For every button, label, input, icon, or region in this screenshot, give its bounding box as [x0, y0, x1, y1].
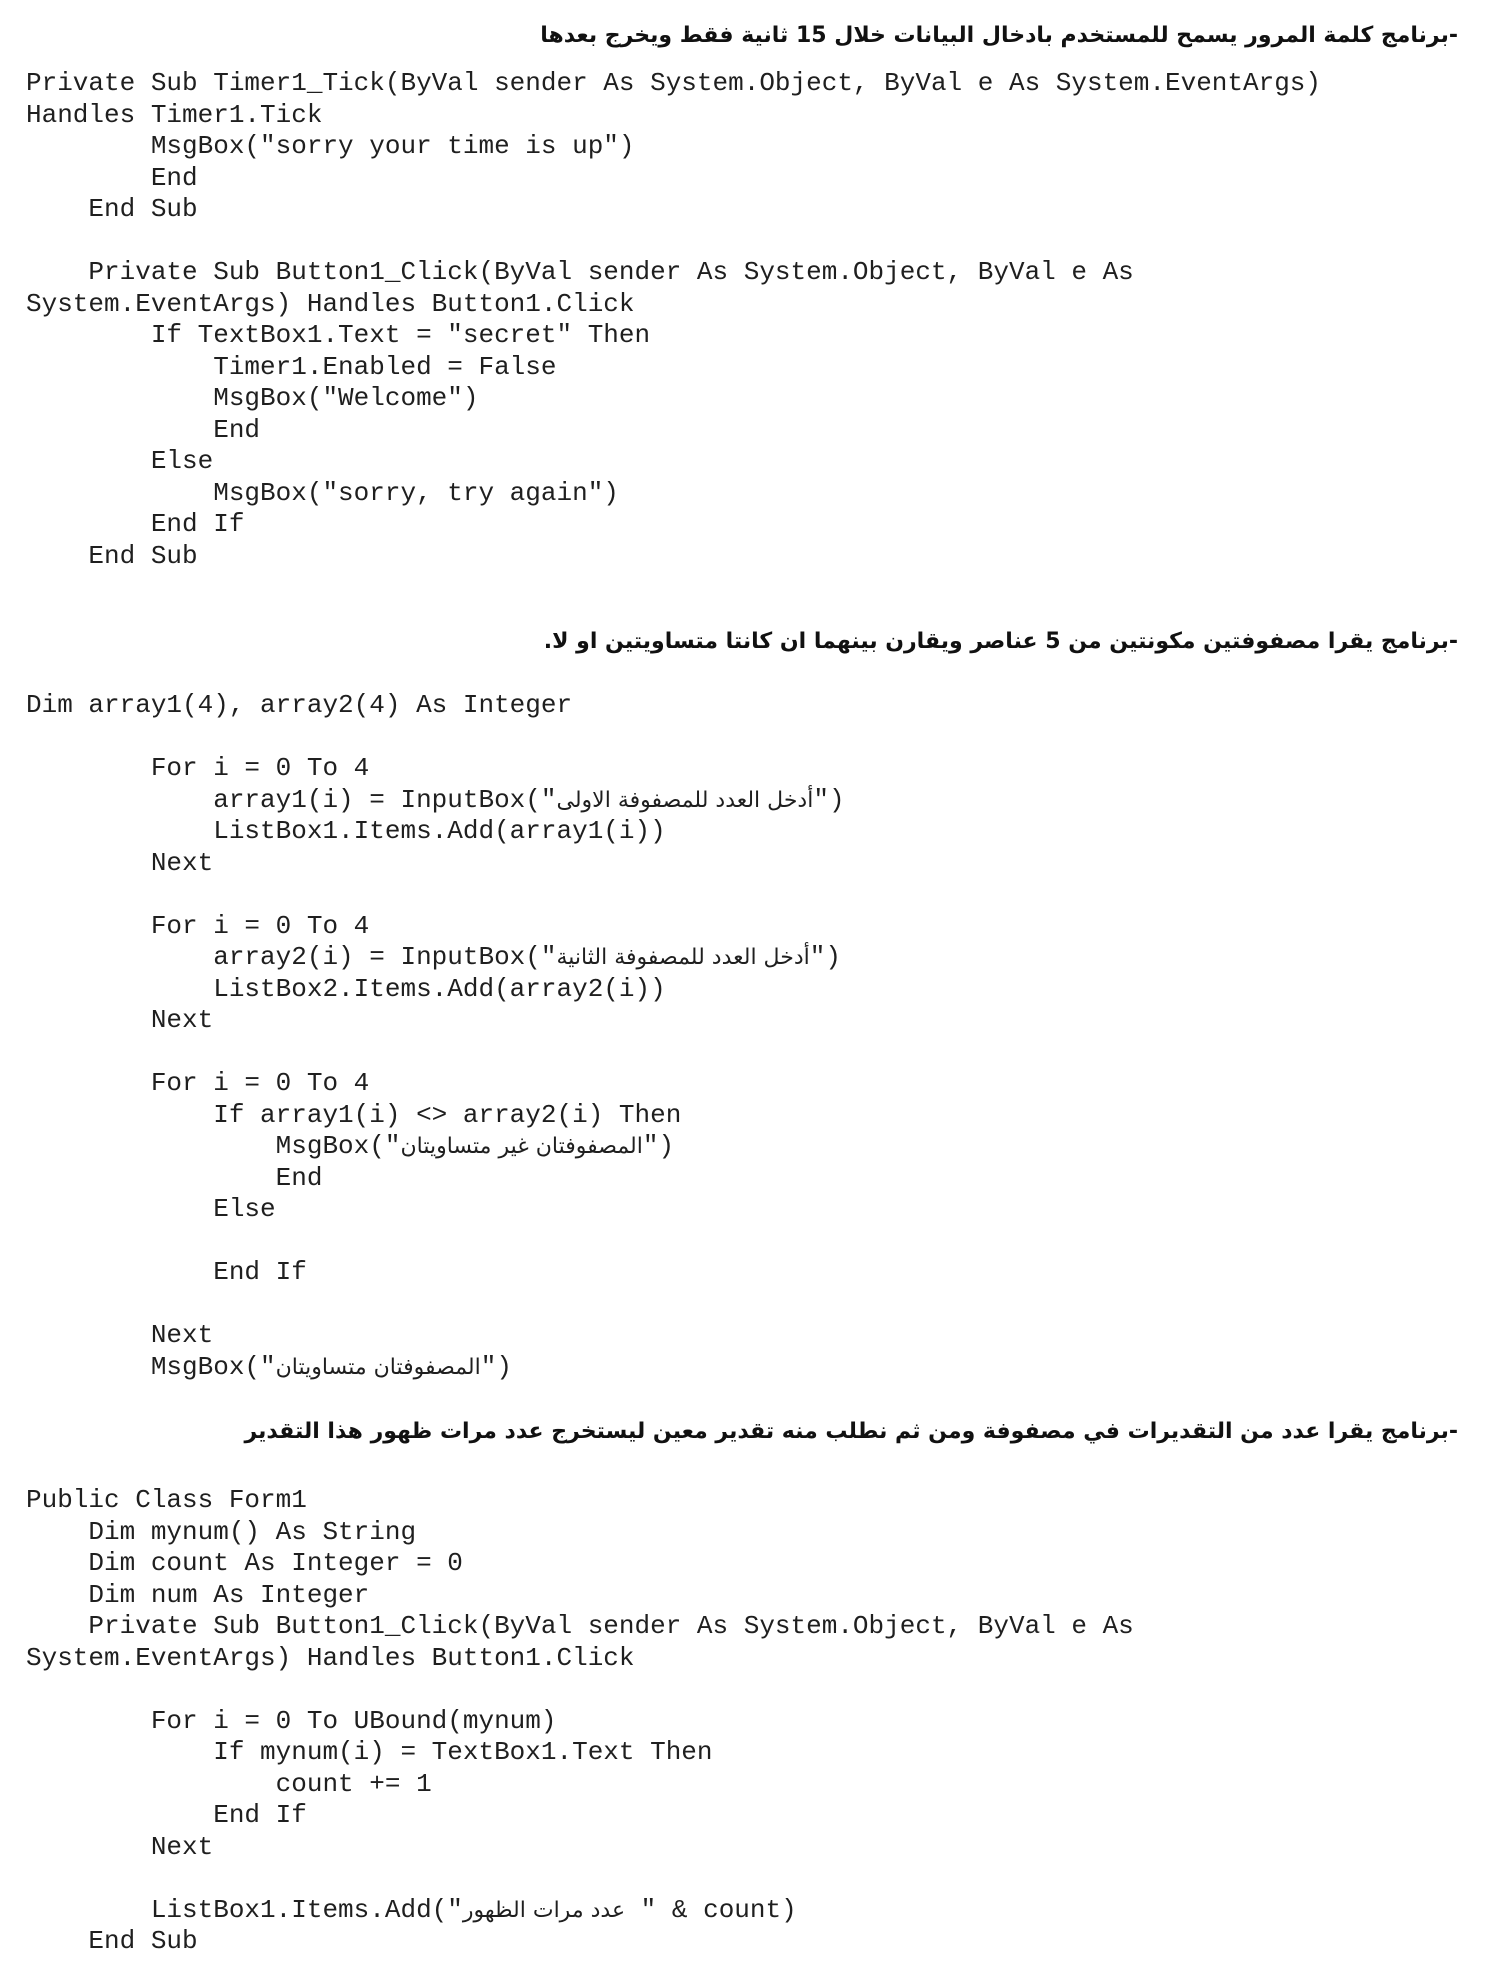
code-line: Next: [26, 847, 214, 878]
code-line: Dim array1(4), array2(4) As Integer: [26, 690, 573, 720]
code-line: For i = 0 To 4: [26, 753, 370, 783]
section-3-code: [26, 1485, 1466, 1958]
code-line: [26, 879, 1466, 911]
code-line: End If: [26, 1800, 307, 1830]
code-line: Next: [26, 1005, 214, 1035]
code-line: End: [26, 162, 198, 193]
code-line: ListBox1.Items.Add("عدد مرات الظهور " & count): [26, 1894, 797, 1925]
section-1-heading: -برنامج كلمة المرور يسمح للمستخدم بادخال البيانات خلال 15 ثانية فقط ويخرج بعدها: [540, 23, 1458, 48]
code-line: MsgBox("Welcome"): [26, 383, 479, 413]
code-line: End: [26, 414, 261, 445]
code-line: For i = 0 To 4: [26, 1068, 370, 1098]
code-line: [26, 226, 1466, 258]
code-line: Dim num As Integer: [26, 1579, 370, 1610]
code-line: [26, 1289, 1466, 1321]
code-line: Public Class Form1: [26, 1485, 307, 1515]
code-line: Else: [26, 1194, 276, 1224]
code-line: [26, 1037, 1466, 1069]
code-line: End If: [26, 509, 245, 539]
code-line: [26, 1674, 1466, 1706]
code-line: For i = 0 To 4: [26, 910, 370, 941]
code-line: End Sub: [26, 194, 198, 224]
code-line: ListBox2.Items.Add(array2(i)): [26, 973, 666, 1004]
code-line: MsgBox("المصفوفتان متساويتان"): [26, 1351, 512, 1382]
code-line: System.EventArgs) Handles Button1.Click: [26, 1642, 635, 1673]
code-line: MsgBox("sorry, try again"): [26, 477, 619, 508]
code-line: array2(i) = InputBox("أدخل العدد للمصفوفة الثانية"): [26, 942, 841, 972]
code-line: [26, 1226, 1466, 1258]
section-2-code: [26, 690, 1466, 1383]
code-line: End Sub: [26, 540, 198, 571]
code-line: [26, 1863, 1466, 1895]
code-line: Private Sub Button1_Click(ByVal sender As System.Object, ByVal e As: [26, 257, 1134, 287]
code-line: Timer1.Enabled = False: [26, 351, 557, 382]
code-line: Next: [26, 1320, 214, 1350]
code-line: If array1(i) <> array2(i) Then: [26, 1099, 682, 1130]
section-1-code: [26, 68, 1466, 572]
code-line: Else: [26, 446, 214, 476]
code-line: Dim mynum() As String: [26, 1516, 417, 1547]
code-line: Private Sub Timer1_Tick(ByVal sender As System.Object, ByVal e As System.EventArgs): [26, 68, 1322, 98]
code-line: For i = 0 To UBound(mynum): [26, 1705, 557, 1736]
code-line: MsgBox("المصفوفتان غير متساويتان"): [26, 1131, 675, 1161]
code-line: System.EventArgs) Handles Button1.Click: [26, 288, 635, 319]
section-2-heading: -برنامج يقرا مصفوفتين مكونتين من 5 عناصر ويقارن بينهما ان كانتا متساويتين او لا.: [543, 629, 1458, 654]
section-3-heading: -برنامج يقرا عدد من التقديرات في مصفوفة ومن ثم نطلب منه تقدير معين ليستخرج عدد مرات ظهور هذا التقدير: [244, 1419, 1458, 1444]
code-line: ListBox1.Items.Add(array1(i)): [26, 816, 666, 846]
code-line: End Sub: [26, 1926, 198, 1956]
code-line: MsgBox("sorry your time is up"): [26, 131, 635, 161]
code-line: End: [26, 1162, 323, 1193]
code-line: End If: [26, 1257, 307, 1287]
code-line: array1(i) = InputBox("أدخل العدد للمصفوفة الاولى"): [26, 784, 845, 815]
code-line: Private Sub Button1_Click(ByVal sender As System.Object, ByVal e As: [26, 1611, 1134, 1641]
code-line: count += 1: [26, 1768, 432, 1799]
code-line: Dim count As Integer = 0: [26, 1548, 463, 1578]
code-line: If mynum(i) = TextBox1.Text Then: [26, 1737, 713, 1767]
code-line: Next: [26, 1831, 214, 1862]
code-line: If TextBox1.Text = "secret" Then: [26, 320, 651, 350]
code-line: Handles Timer1.Tick: [26, 99, 323, 130]
code-line: [26, 722, 1466, 754]
